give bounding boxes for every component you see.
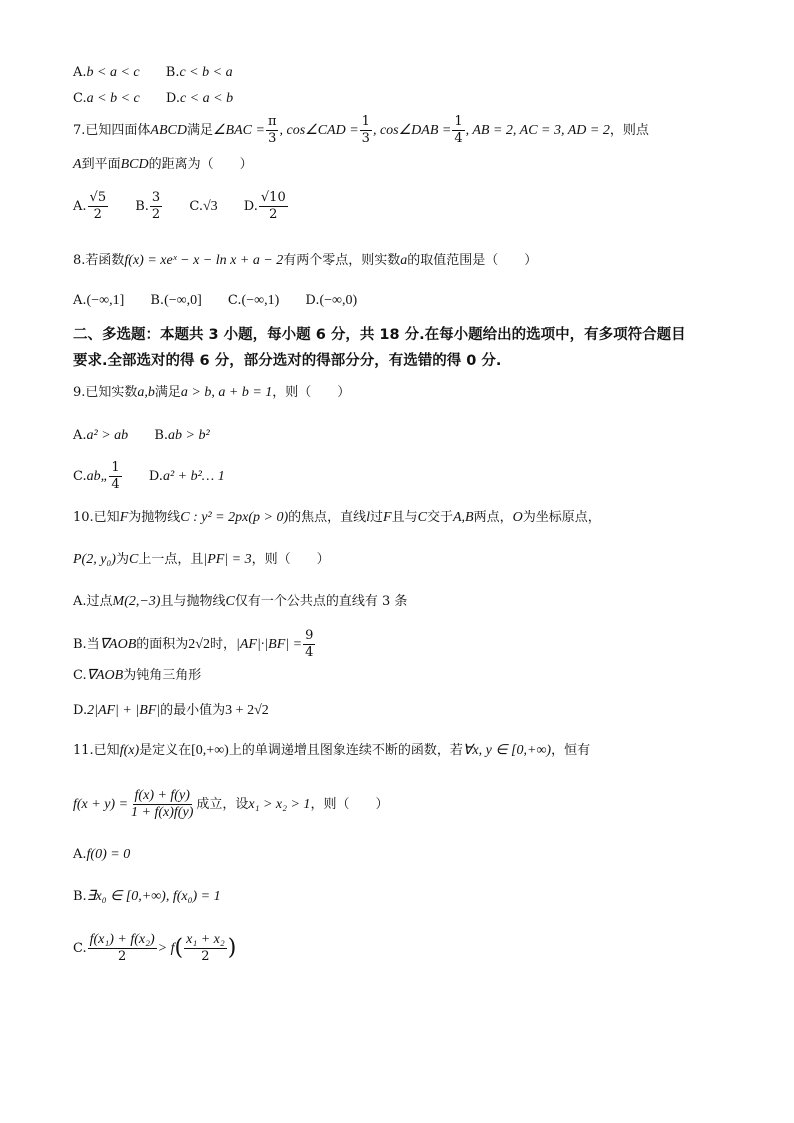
q10-point-p: P(2, y₀)	[73, 552, 116, 567]
q7-option-b: B. $\frac{3}{2}$	[135, 190, 161, 222]
q7-option-a: A. $\frac{√5}{2}$	[73, 190, 107, 222]
q11-domain: [0,+∞)	[191, 743, 229, 758]
q8-stem	[73, 251, 537, 271]
q10-option-c: C.∇AOB为钝角三角形	[73, 668, 202, 683]
q8-option-d: D.(−∞,0)	[305, 293, 358, 308]
q11-prefix: 11.已知	[73, 743, 120, 758]
q10-mid3: 过	[370, 510, 384, 525]
q10-line2-mid: 为	[115, 552, 129, 567]
q11-stem	[73, 741, 590, 761]
q8-options	[73, 291, 379, 311]
q7-cond1: ∠BAC =	[212, 123, 265, 138]
q8-option-a: A.(−∞,1]	[73, 293, 125, 308]
q9-option-d: D.a² + b²… 1	[148, 469, 225, 484]
q10-f2: F	[383, 510, 392, 525]
q8-option-c: C.(−∞,1)	[227, 293, 280, 308]
q10-mid2: 的焦点，直线	[288, 510, 367, 525]
q10-l: l	[366, 510, 371, 525]
q11-fx: f(x)	[119, 743, 140, 758]
q9-option-b: B.ab > b²	[154, 428, 210, 443]
q10-o: O	[512, 510, 523, 525]
q10-option-a: A.过点M(2,−3)且与抛物线C仅有一个公共点的直线有 3 条	[73, 594, 408, 609]
q8-option-b: B.(−∞,0]	[150, 293, 202, 308]
q9-options-row2	[73, 460, 247, 493]
q7-prefix: 7.已知四面体	[73, 123, 151, 138]
q7-stem-line2	[73, 155, 253, 175]
q8-function: f(x) = xeˣ − x − ln x + a − 2	[124, 253, 284, 268]
q9-option-c: C.ab„ $\frac{1}{4}$	[73, 460, 120, 492]
q7-mid: 满足	[186, 123, 213, 138]
q7-frac2: $\frac{1}{3}$	[361, 114, 370, 146]
q6-options-row2	[73, 89, 255, 109]
q7-text: 到平面	[81, 157, 121, 172]
q11-option-a: A.f(0) = 0	[73, 847, 131, 862]
q7-frac1: $\frac{\pi}{3}$	[267, 114, 277, 146]
q7-tetra: ABCD	[150, 123, 187, 138]
q10-line2-mid2: 上一点，且	[138, 552, 204, 567]
q10-option-d: D.2|AF| + |BF|的最小值为3 + 2√2	[73, 703, 269, 718]
q11-forall: ∀x, y ∈ [0,+∞)	[462, 743, 552, 758]
q9-mid: 满足	[154, 385, 181, 400]
q6-options-row1	[73, 63, 255, 83]
q10-line2-cond: |PF| = 3	[203, 552, 252, 567]
q7-question: 的距离为（ ）	[148, 157, 253, 172]
q6-option-a: A.b < a < c	[73, 65, 140, 80]
q8-prefix: 8.若函数	[73, 253, 125, 268]
q7-point-a: A	[73, 157, 82, 172]
q10-ab: A,B	[452, 510, 474, 525]
q10-curve: C : y² = 2px(p > 0)	[180, 510, 289, 525]
q10-option-b: B.当∇AOB的面积为2√2时，|AF|·|BF| = $\frac{9}{4}$	[73, 628, 314, 660]
q10-mid6: 两点，	[473, 510, 513, 525]
q7-plane: BCD	[120, 157, 149, 172]
q10-line2-tail: ，则（ ）	[251, 552, 330, 567]
q7-options	[73, 190, 311, 223]
q9-tail: ，则（ ）	[272, 385, 351, 400]
q11-functional-equation: f(x + y) = $\frac{f(x) + f(y)}{1 + f(x)f(y)}$ 成立，设x₁ > x₂ > 1，则（ ）	[73, 788, 389, 820]
q10-mid5: 交于	[426, 510, 453, 525]
q10-mid4: 且与	[391, 510, 418, 525]
q6-option-d: D.c < a < b	[165, 91, 234, 106]
q7-cond3: , cos∠DAB =	[372, 123, 452, 138]
q6-option-c: C.a < b < c	[73, 91, 140, 106]
q9-options-row1	[73, 426, 232, 446]
q10-stem-line2	[73, 550, 330, 570]
q9-cond: a > b, a + b = 1	[180, 385, 273, 400]
section2-heading-line2: 要求.全部选对的得 6 分，部分选对的得部分分，有选错的得 0 分.	[73, 353, 502, 369]
q9-vars: a,b	[137, 385, 155, 400]
q11-mid2: 上的单调递增且图象连续不断的函数，若	[228, 743, 463, 758]
q8-var: a	[400, 253, 408, 268]
q11-tail1: ，恒有	[551, 743, 591, 758]
q7-cond2: , cos∠CAD =	[279, 123, 359, 138]
q7-frac3: $\frac{1}{4}$	[454, 114, 463, 146]
q9-prefix: 9.已知实数	[73, 385, 138, 400]
q7-cond4: , AB = 2, AC = 3, AD = 2	[465, 123, 610, 138]
q8-mid: 有两个零点，则实数	[283, 253, 401, 268]
q7-tail: ，则点	[609, 123, 649, 138]
q10-stem	[73, 508, 601, 528]
section2-heading-line1: 二、多选题：本题共 3 小题，每小题 6 分，共 18 分.在每小题给出的选项中，有多项符合题目	[73, 327, 686, 343]
q11-option-b: B.∃x₀ ∈ [0,+∞), f(x₀) = 1	[73, 889, 221, 904]
q11-mid1: 是定义在	[139, 743, 192, 758]
q10-f: F	[119, 510, 129, 525]
q10-prefix: 10.已知	[73, 510, 120, 525]
q8-tail: 的取值范围是（ ）	[407, 253, 538, 268]
q11-option-c: C. $\frac{\text{f(x₁) + f(x₂)}}{2}$ > f( $\frac{\text{x₁ + x₂}}{2}$ )	[73, 932, 237, 964]
q9-stem	[73, 383, 350, 403]
q9-option-a: A.a² > ab	[73, 428, 129, 443]
q10-tail1: 为坐标原点，	[522, 510, 601, 525]
q7-stem	[73, 114, 649, 147]
q10-line2-c: C	[128, 552, 139, 567]
q10-mid1: 为抛物线	[128, 510, 181, 525]
q6-option-b: B.c < b < a	[165, 65, 233, 80]
q7-option-c: C.√3	[189, 199, 218, 214]
q10-c: C	[417, 510, 427, 525]
q7-option-d: D. $\frac{√10}{2}$	[243, 190, 286, 222]
